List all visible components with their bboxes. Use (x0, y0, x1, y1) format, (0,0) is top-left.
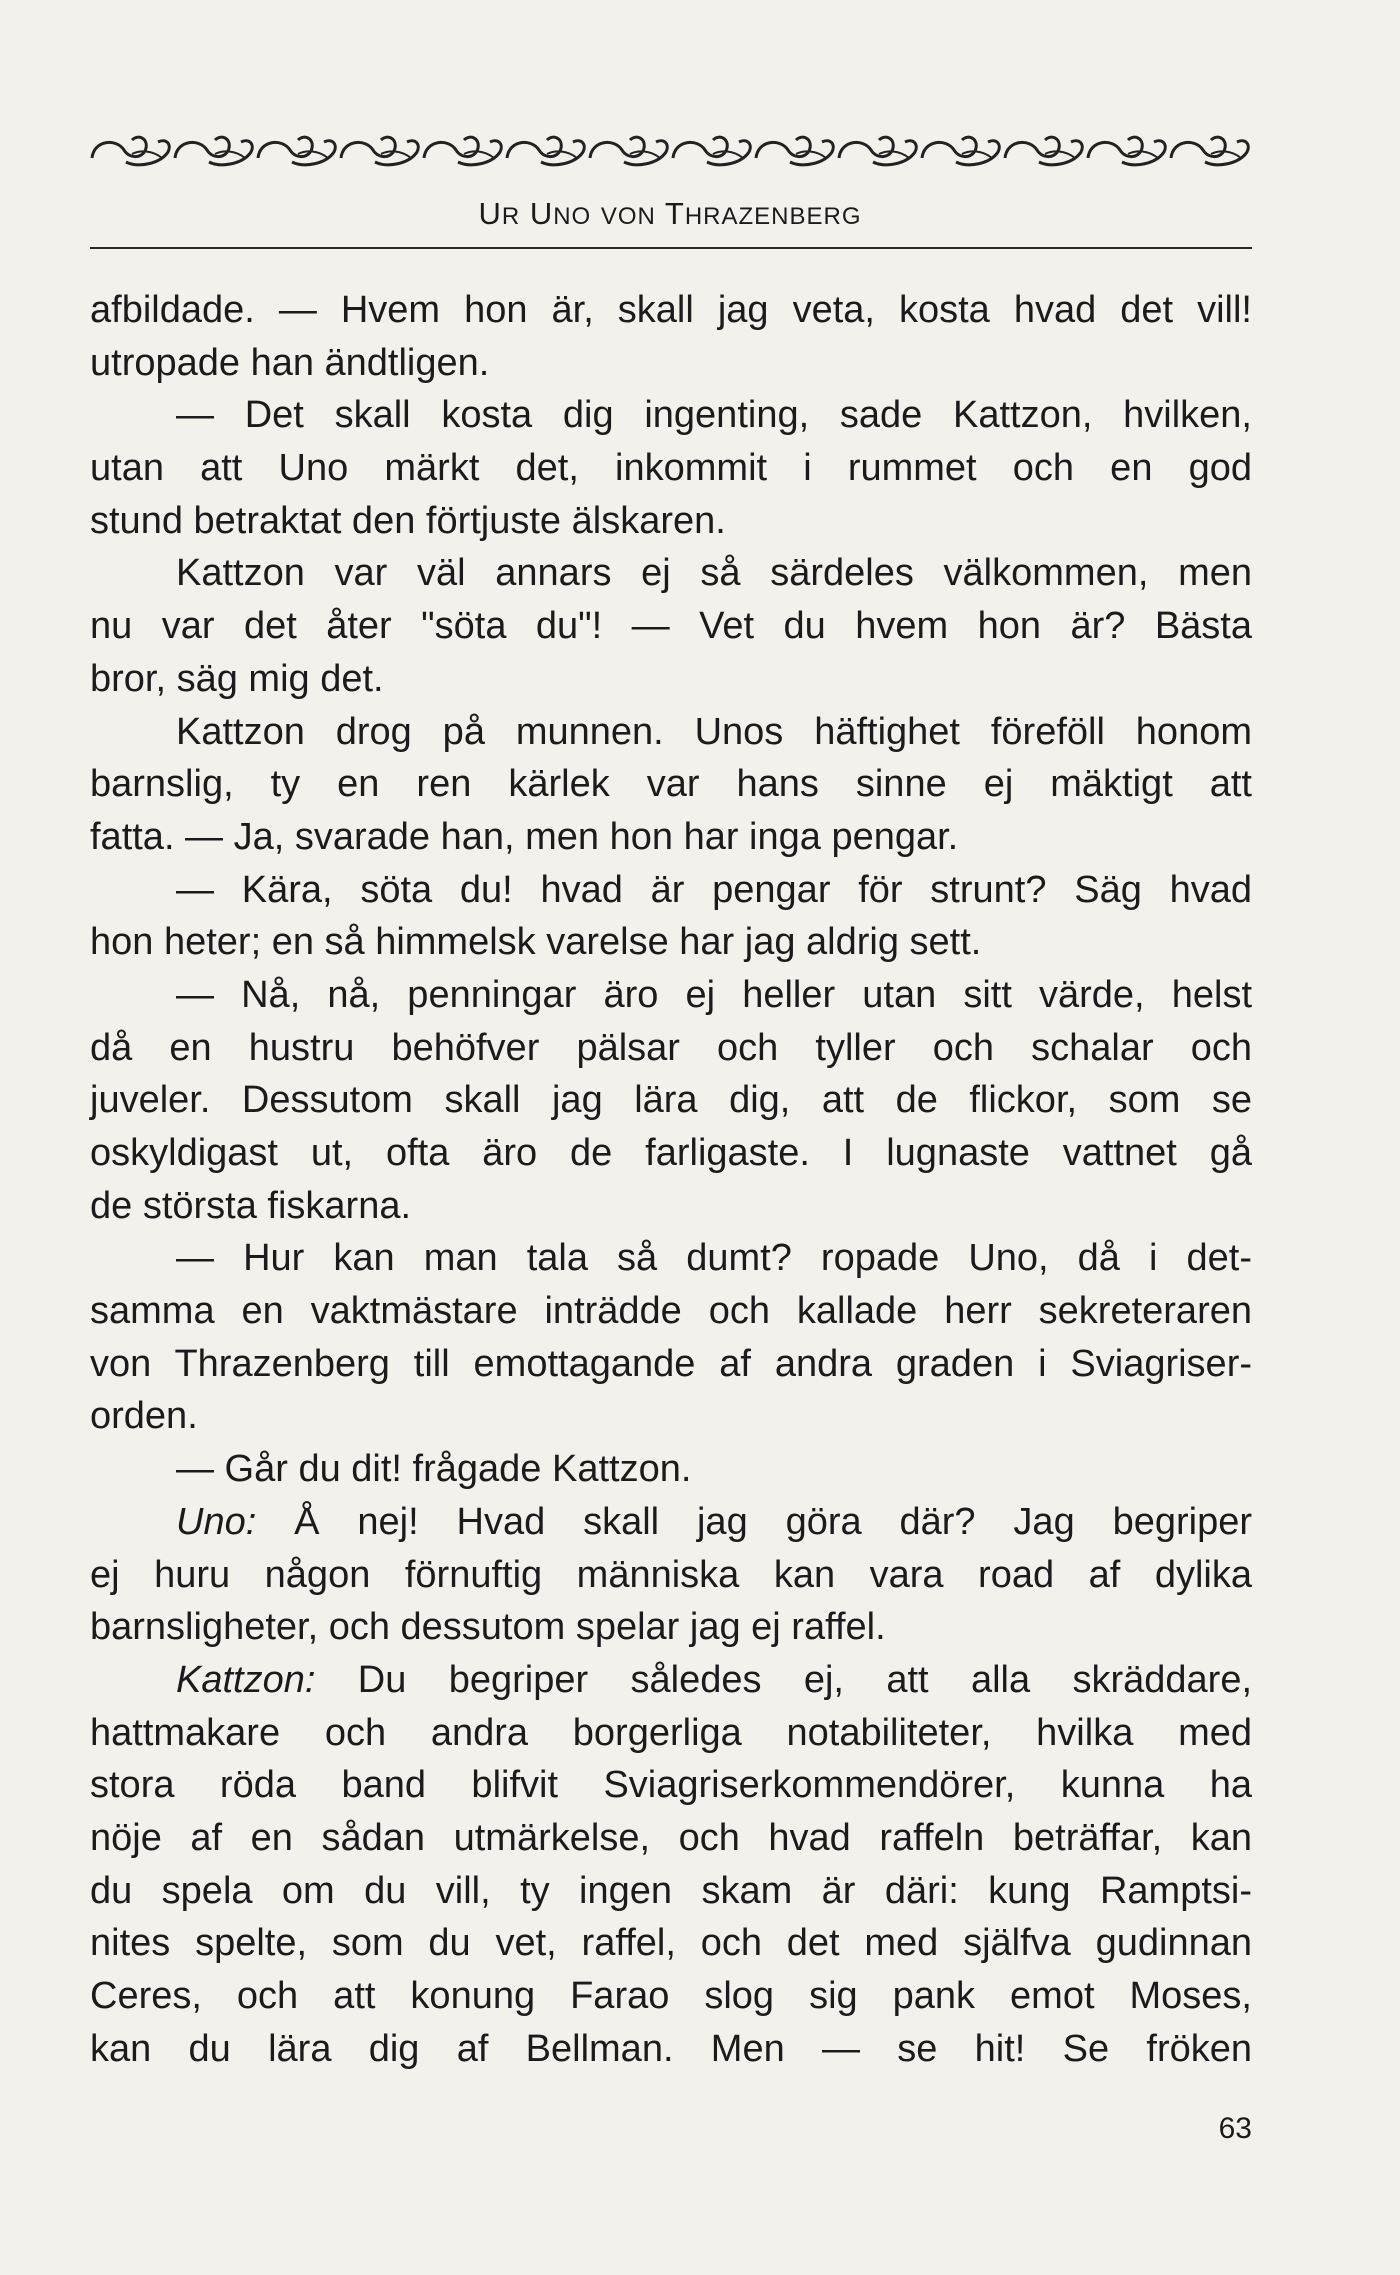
line-text: juveler. Dessutom skall jag lära dig, att de flickor, som se (90, 1079, 1252, 1122)
text-line (90, 864, 1252, 917)
text-line (90, 1074, 1252, 1127)
text-line (90, 1549, 1252, 1602)
text-line (90, 916, 1252, 969)
header-rule (90, 247, 1252, 249)
text-line (90, 337, 1252, 390)
text-line (90, 811, 1252, 864)
line-text: Du begriper således ej, att alla skräddare, (357, 1658, 1253, 1701)
text-line (90, 547, 1252, 600)
line-text: Ceres, och att konung Farao slog sig pank emot Moses, (90, 1975, 1252, 2017)
text-line (90, 706, 1252, 759)
text-line (90, 653, 1252, 706)
line-text: nites spelte, som du vet, raffel, och det med själfva gudinnan (90, 1922, 1252, 1965)
line-text: Å nej! Hvad skall jag göra där? Jag begriper (294, 1500, 1252, 1543)
line-text: nöje af en sådan utmärkelse, och hvad raffeln beträffar, kan (90, 1816, 1252, 1859)
text-line (90, 1601, 1252, 1654)
text-line (90, 1917, 1252, 1970)
line-text: afbildade. — Hvem hon är, skall jag veta, kosta hvad det vill! (90, 289, 1252, 331)
line-text: bror, säg mig det. (90, 657, 384, 700)
line-text: von Thrazenberg till emottagande af andra graden i Sviagriser- (90, 1342, 1252, 1385)
text-line (90, 969, 1252, 1022)
line-text: — Nå, nå, penningar äro ej heller utan sitt värde, helst (176, 973, 1252, 1016)
text-line (90, 1759, 1252, 1812)
line-text: samma en vaktmästare inträdde och kallade herr sekreteraren (90, 1290, 1252, 1333)
line-text: nu var det åter "söta du"! — Vet du hvem hon är? Bästa (90, 605, 1252, 648)
text-line (90, 389, 1252, 442)
text-line (90, 1865, 1252, 1918)
running-head (88, 196, 1252, 232)
text-line (90, 495, 1252, 548)
line-text: Kattzon var väl annars ej så särdeles välkommen, men (176, 552, 1252, 595)
line-text: du spela om du vill, ty ingen skam är däri: kung Ramptsi- (90, 1869, 1252, 1912)
line-text: oskyldigast ut, ofta äro de farligaste. I lugnaste vattnet gå (90, 1132, 1252, 1174)
line-text: — Det skall kosta dig ingenting, sade Kattzon, hvilken, (176, 394, 1252, 437)
text-line (90, 1707, 1252, 1760)
line-text: hon heter; en så himmelsk varelse har jag aldrig sett. (90, 921, 982, 964)
text-line (90, 442, 1252, 495)
line-text: barnsligheter, och dessutom spelar jag ej raffel. (90, 1606, 886, 1649)
line-text: utan att Uno märkt det, inkommit i rummet och en god (90, 447, 1252, 490)
speaker-label: Uno: (176, 1500, 257, 1543)
line-text: ej huru någon förnuftig människa kan vara road af dylika (90, 1553, 1252, 1596)
text-line (90, 1496, 1252, 1549)
line-text: — Hur kan man tala så dumt? ropade Uno, då i det- (176, 1237, 1252, 1280)
text-line (90, 1970, 1252, 2023)
text-line (90, 1443, 1252, 1496)
text-line (90, 1022, 1252, 1075)
text-line (90, 1285, 1252, 1338)
text-line (90, 2023, 1252, 2076)
line-text: då en hustru behöfver pälsar och tyller och schalar och (90, 1026, 1252, 1069)
ornamental-border (88, 128, 1252, 172)
line-text: stora röda band blifvit Sviagriserkommendörer, kunna ha (90, 1764, 1252, 1807)
body-text (90, 284, 1252, 2075)
text-line (90, 1180, 1252, 1233)
line-text: de största fiskarna. (90, 1184, 412, 1227)
text-line (90, 1127, 1252, 1180)
line-text: kan du lära dig af Bellman. Men — se hit! Se fröken (90, 2027, 1252, 2070)
line-text: Kattzon drog på munnen. Unos häftighet föreföll honom (176, 710, 1252, 753)
text-line (90, 758, 1252, 811)
line-text: barnslig, ty en ren kärlek var hans sinne ej mäktigt att (90, 763, 1252, 806)
line-text: utropade han ändtligen. (90, 341, 490, 384)
speaker-label: Kattzon: (176, 1658, 316, 1701)
line-text: stund betraktat den förtjuste älskaren. (90, 499, 726, 542)
line-text: hattmakare och andra borgerliga notabiliteter, hvilka med (90, 1711, 1252, 1754)
text-line (90, 1338, 1252, 1391)
text-line (90, 1812, 1252, 1865)
text-line (90, 1232, 1252, 1285)
line-text: — Kära, söta du! hvad är pengar för strunt? Säg hvad (176, 868, 1252, 911)
text-line (90, 600, 1252, 653)
running-head-text: UR UNO VON THRAZENBERG (478, 196, 862, 231)
page-number: 63 (1218, 2112, 1252, 2145)
text-line (90, 284, 1252, 337)
text-line (90, 1390, 1252, 1443)
line-text: fatta. — Ja, svarade han, men hon har inga pengar. (90, 815, 959, 858)
line-text: — Går du dit! frågade Kattzon. (176, 1448, 692, 1491)
line-text: orden. (90, 1395, 198, 1438)
text-line (90, 1654, 1252, 1707)
